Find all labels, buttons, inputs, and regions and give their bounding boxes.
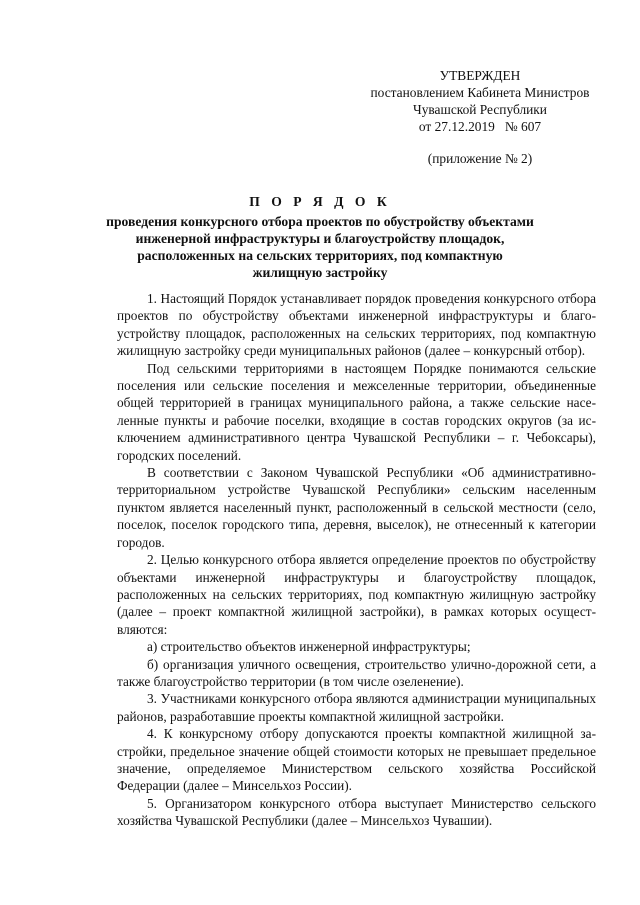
title-subtitle: проведения конкурсного отбора проектов по обустройству объектами инженерной инфраструктуры и благоустройству площадок, расположенных на сельских территориях, под компактную жилищную застройку (106, 214, 534, 280)
paragraph-5: а) строительство объектов инженерной инфраструктуры; (147, 639, 471, 655)
paragraph-9: 5. Организатором конкурсного отбора выступает Министерство сельского хозяйства Чувашской Республики (далее – Минсельхоз Чувашии). (117, 795, 596, 829)
approval-date-number: от 27.12.2019 № 607 (418, 119, 542, 134)
paragraph-4: 2. Целью конкурсного отбора является определение проектов по обустройству объектами инженерной инфраструктуры и благоустройству площадок, расположенных на сельских территориях, под компактную жилищную застройку (далее – проект компактной жилищной застройки), в рамках которых осуществляются: (117, 552, 596, 637)
paragraph-3: В соответствии с Законом Чувашской Республики «Об административно-территориальном устройстве Чувашской Республики» сельским населенным пунктом является населенный пункт, расположенный в сельской местности (село, поселок, поселок городского типа, деревня, выселок), не отнесенный к категории городов. (117, 465, 596, 550)
title-main: П О Р Я Д О К (249, 194, 391, 209)
paragraph-8: 4. К конкурсному отбору допускаются проекты компактной жилищной застройки, предельное значение общей стоимости которых не превышает предельное значение, определяемое Министерством сельского хозяйства Российской Федерации (далее – Минсельхоз России). (117, 726, 596, 794)
paragraph-7: 3. Участниками конкурсного отбора являются администрации муниципальных районов, разработавшие проекты компактной жилищной застройки. (117, 691, 596, 724)
document-body (117, 290, 596, 830)
appendix-note: (приложение № 2) (427, 151, 533, 166)
approval-republic: Чувашской Республики (413, 102, 547, 117)
approval-stamp (355, 67, 605, 135)
paragraph-1: 1. Настоящий Порядок устанавливает порядок проведения конкурсного отбора проектов по обустройству объектами инженерной инфраструктуры и благоустройству площадок, расположенных на сельских территориях, под компактную жилищную застройку среди муниципальных районов (далее – конкурсный отбор). (117, 291, 596, 359)
paragraph-2: Под сельскими территориями в настоящем Порядке понимаются сельские поселения или сельские поселения и межселенные территории, объединенные общей территорией в границах муниципального района, а также сельские населенные пункты и рабочие поселки, входящие в состав городских округов (за исключением административного центра Чувашской Республики – г. Чебоксары), городских поселений. (117, 360, 596, 463)
approval-decree: постановлением Кабинета Министров (370, 85, 590, 100)
paragraph-6: б) организация уличного освещения, строительство улично-дорожной сети, а также благоустройство территории (в том числе озеленение). (117, 656, 596, 689)
approval-heading: УТВЕРЖДЕН (439, 68, 521, 83)
document-title (105, 193, 535, 281)
